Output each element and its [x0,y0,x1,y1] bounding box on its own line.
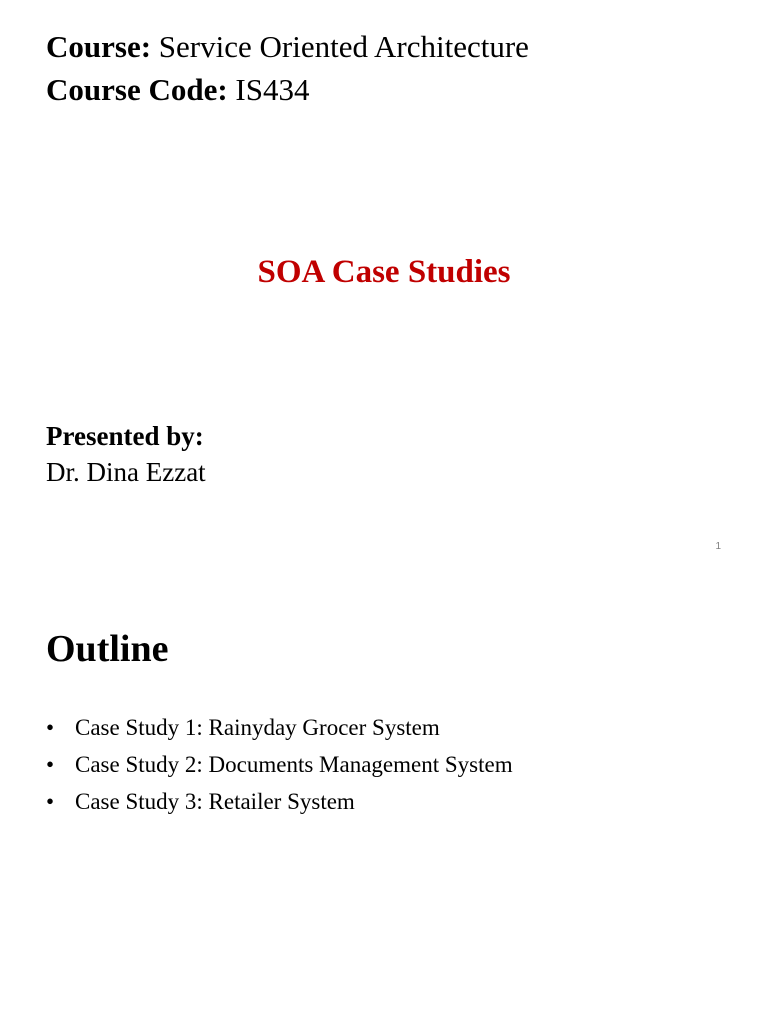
slide-2 [0,566,768,1024]
presenter-name: Dr. Dina Ezzat [46,457,206,487]
list-item [46,714,513,751]
course-name: Service Oriented Architecture [158,29,529,64]
list-item-text: Case Study 1: Rainyday Grocer System [75,715,440,740]
course-code: IS434 [235,72,310,107]
slide-number: 1 [715,541,721,552]
list-item [46,751,513,788]
list-item [46,788,513,825]
deck-title: SOA Case Studies [257,254,511,290]
bullet-icon: • [46,715,55,740]
course-label: Course: [46,29,152,64]
bullet-icon: • [46,752,55,777]
list-item-text: Case Study 2: Documents Management System [75,752,513,777]
presented-by-label: Presented by: [46,421,204,451]
outline-title: Outline [46,628,169,670]
outline-list [46,714,513,825]
course-code-line [46,72,310,108]
course-line [46,29,529,65]
bullet-icon: • [46,789,55,814]
list-item-text: Case Study 3: Retailer System [75,789,355,814]
course-code-label: Course Code: [46,72,228,107]
